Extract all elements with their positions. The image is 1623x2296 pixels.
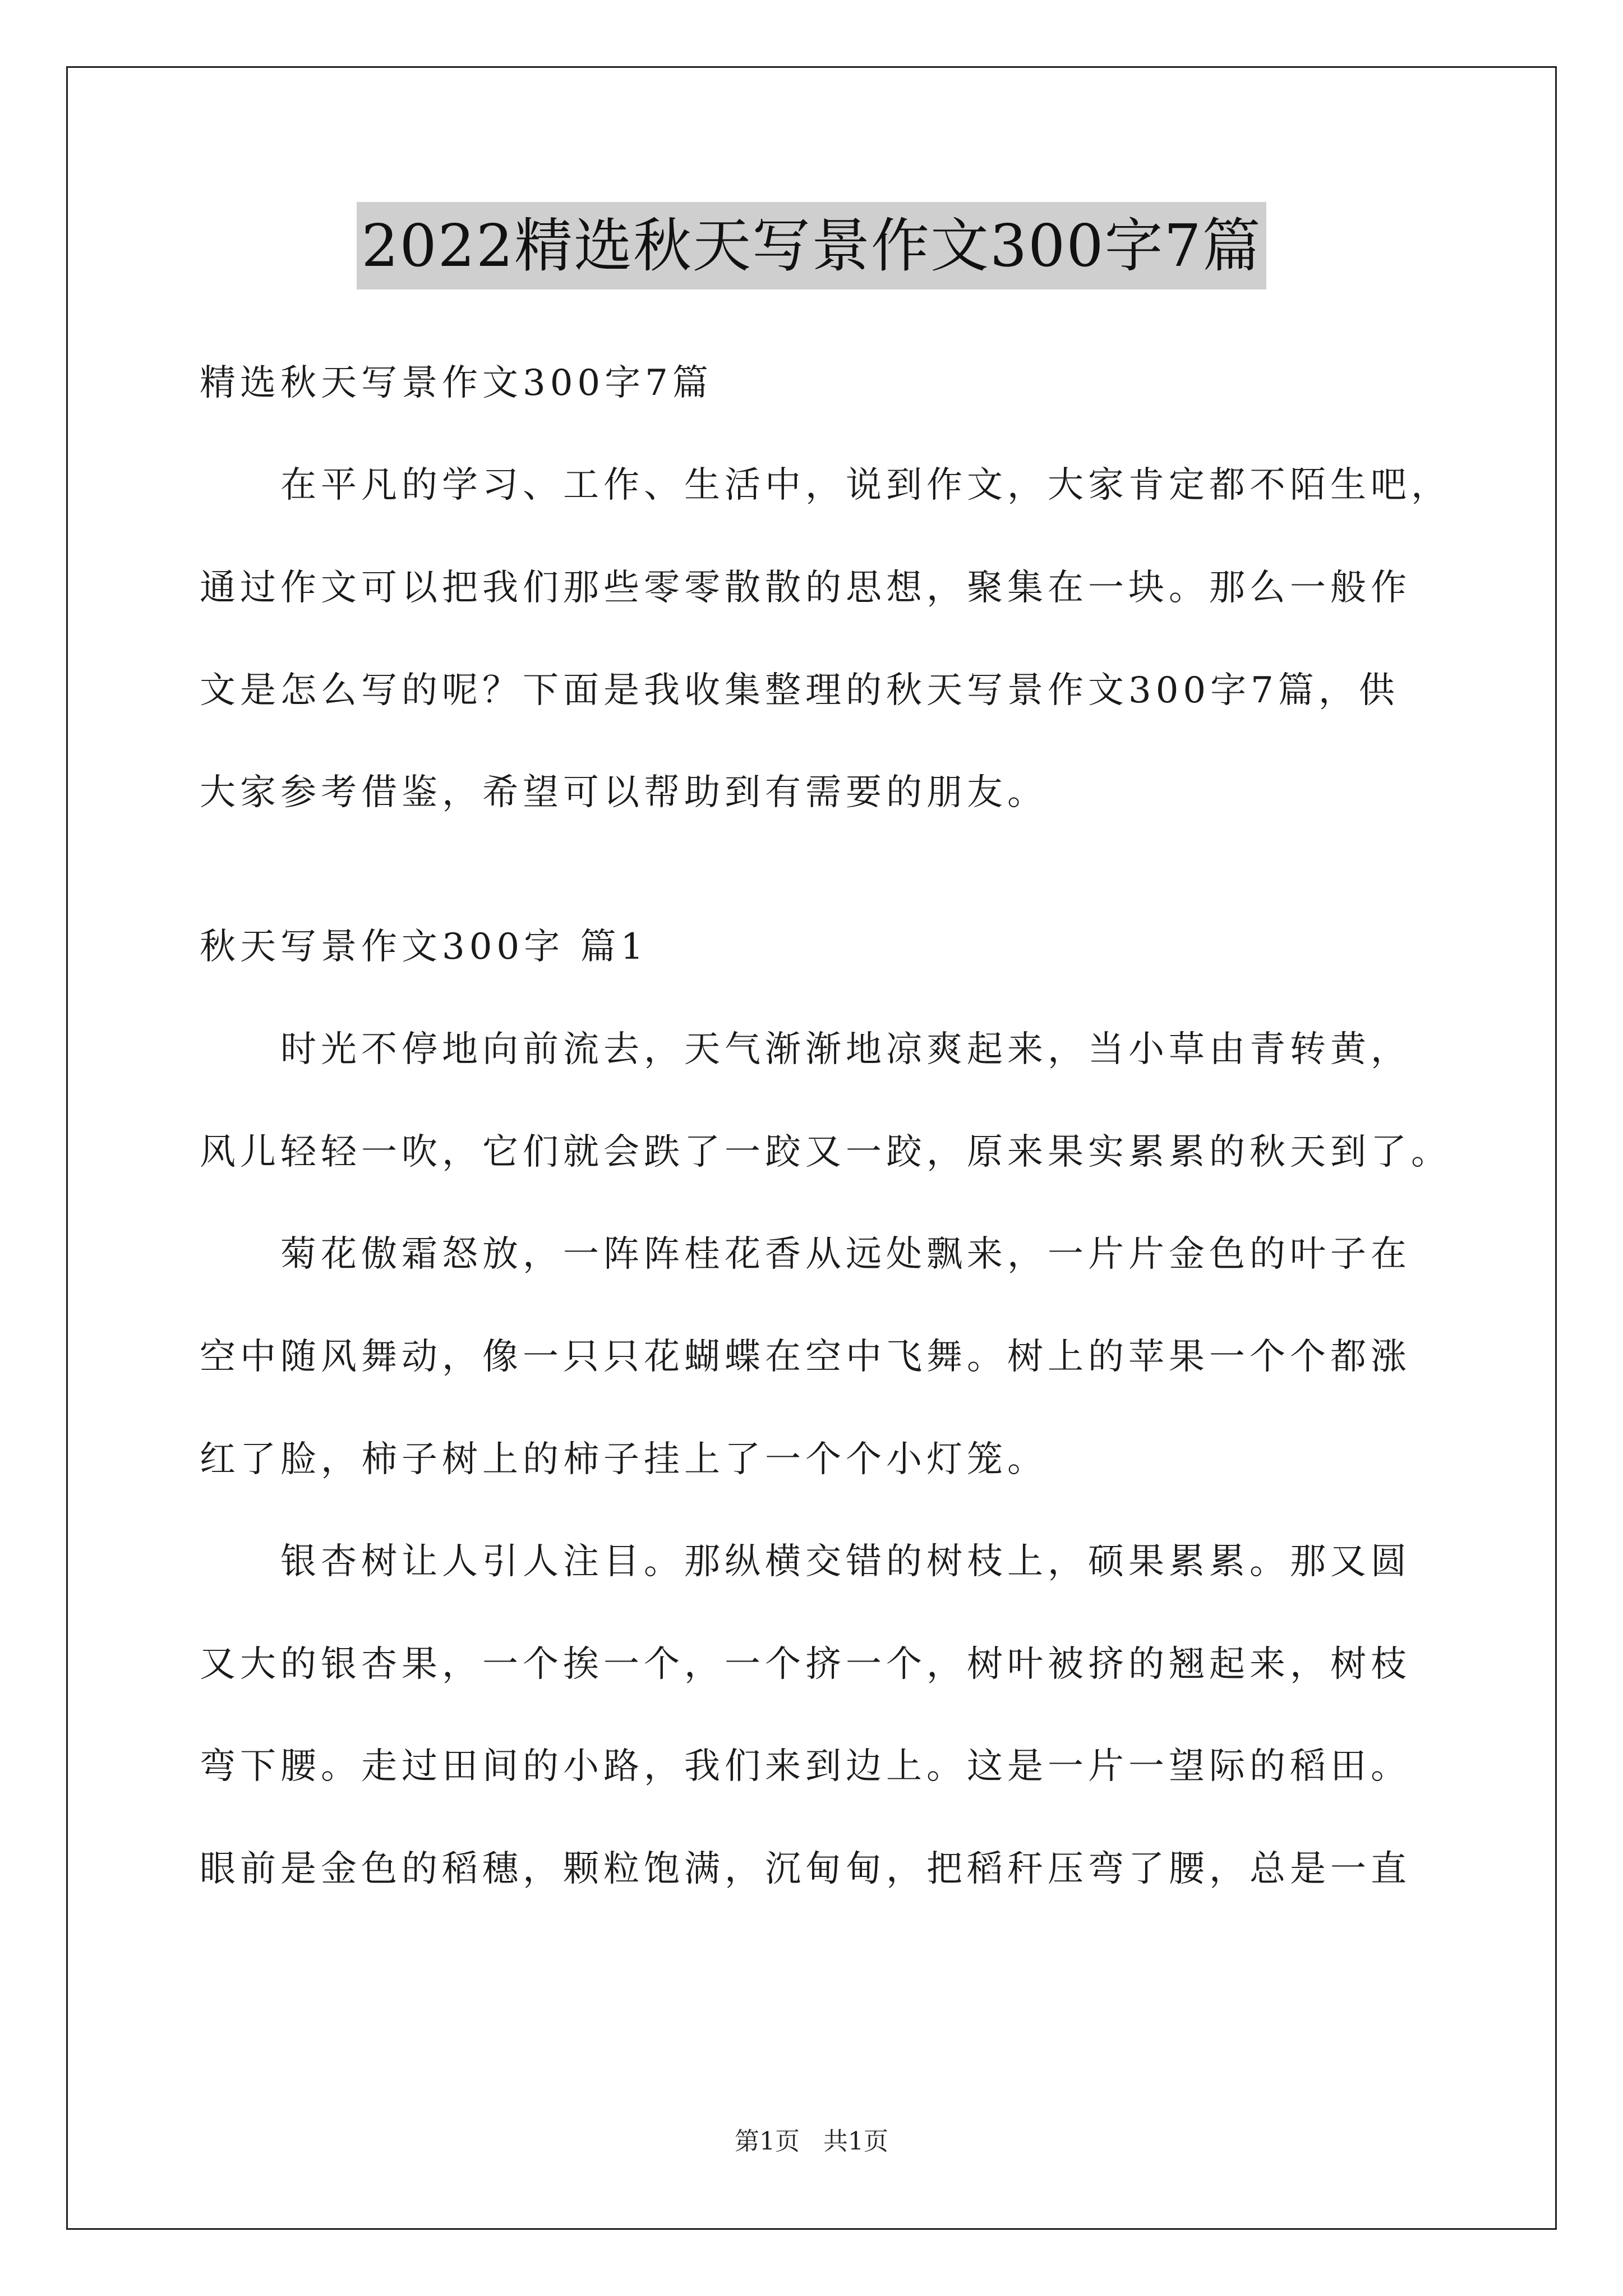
para1-line-1: 时光不停地向前流去，天气渐渐地凉爽起来，当小草由青转黄， xyxy=(280,1029,1411,1070)
para2-line-2: 空中随风舞动，像一只只花蝴蝶在空中飞舞。树上的苹果一个个都涨 xyxy=(200,1336,1411,1378)
page-number-current: 第1页 xyxy=(735,2127,800,2156)
page-footer xyxy=(0,2125,1623,2159)
title-container xyxy=(0,202,1623,289)
para3-line-4: 眼前是金色的稻穗，颗粒饱满，沉甸甸，把稻秆压弯了腰，总是一直 xyxy=(200,1848,1411,1890)
intro-line-1: 在平凡的学习、工作、生活中，说到作文，大家肯定都不陌生吧， xyxy=(280,464,1451,506)
document-title: 2022精选秋天写景作文300字7篇 xyxy=(357,202,1266,289)
page-number-total: 共1页 xyxy=(823,2127,888,2156)
intro-line-2: 通过作文可以把我们那些零零散散的思想，聚集在一块。那么一般作 xyxy=(200,567,1411,609)
section-heading: 秋天写景作文300字 篇1 xyxy=(200,926,648,968)
para3-line-1: 银杏树让人引人注目。那纵横交错的树枝上，硕果累累。那又圆 xyxy=(280,1541,1411,1582)
para3-line-2: 又大的银杏果，一个挨一个，一个挤一个，树叶被挤的翘起来，树枝 xyxy=(200,1644,1411,1685)
para3-line-3: 弯下腰。走过田间的小路，我们来到边上。这是一片一望际的稻田。 xyxy=(200,1746,1411,1787)
para1-line-2: 风儿轻轻一吹，它们就会跌了一跤又一跤，原来果实累累的秋天到了。 xyxy=(200,1131,1451,1173)
intro-line-3: 文是怎么写的呢？下面是我收集整理的秋天写景作文300字7篇，供 xyxy=(200,670,1399,711)
intro-line-4: 大家参考借鉴，希望可以帮助到有需要的朋友。 xyxy=(200,772,1048,813)
document-subtitle: 精选秋天写景作文300字7篇 xyxy=(200,362,713,404)
para2-line-1: 菊花傲霜怒放，一阵阵桂花香从远处飘来，一片片金色的叶子在 xyxy=(280,1234,1411,1275)
para2-line-3: 红了脸，柿子树上的柿子挂上了一个个小灯笼。 xyxy=(200,1439,1048,1480)
